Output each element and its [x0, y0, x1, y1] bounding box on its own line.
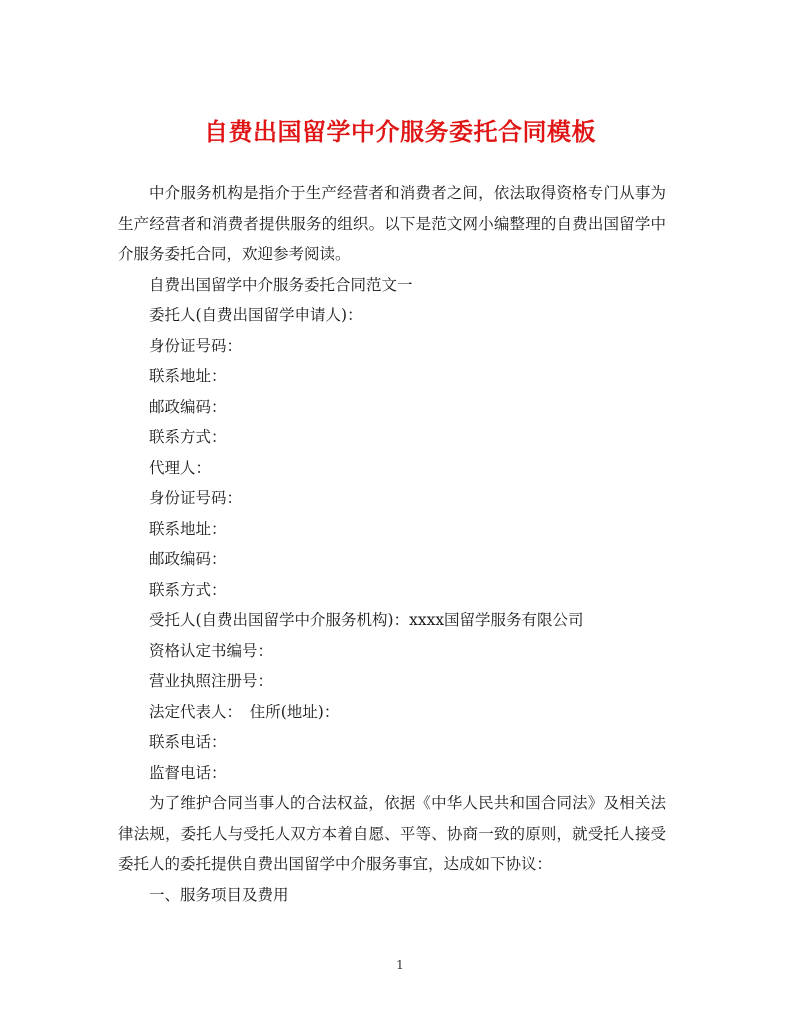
principal-contact-line: 联系方式： — [149, 428, 227, 446]
page-number: 1 — [396, 958, 404, 972]
agent-id-line: 身份证号码： — [149, 489, 243, 507]
agent-line: 代理人： — [149, 458, 212, 477]
business-license-line: 营业执照注册号： — [149, 672, 274, 690]
principal-line: 委托人(自费出国留学申请人)： — [149, 306, 363, 324]
principal-postcode-line: 邮政编码： — [149, 397, 227, 416]
phone-line: 联系电话： — [149, 733, 227, 751]
trustee-line: 受托人(自费出国留学中介服务机构)：xxxx国留学服务有限公司 — [149, 611, 584, 629]
legal-representative-line: 法定代表人： 住所(地址)： — [149, 702, 340, 721]
section-heading: 一、服务项目及费用 — [149, 885, 289, 904]
document-title: 自费出国留学中介服务委托合同模板 — [204, 117, 596, 146]
agreement-paragraph: 为了维护合同当事人的合法权益，依据《中华人民共和国合同法》及相关法律法规，委托人与受托人双方本着自愿、平等、协商一致的原则，就受托人接受委托人的委托提供自费出国留学中介服务事宜，达成如下协议： — [118, 794, 666, 873]
agent-address-line: 联系地址： — [149, 519, 227, 538]
contract-heading-line: 自费出国留学中介服务委托合同范文一 — [149, 275, 413, 294]
principal-id-line: 身份证号码： — [149, 336, 243, 355]
agent-contact-line: 联系方式： — [149, 580, 227, 599]
agent-postcode-line: 邮政编码： — [149, 550, 227, 568]
principal-address-line: 联系地址： — [149, 367, 227, 385]
intro-paragraph: 中介服务机构是指介于生产经营者和消费者之间，依法取得资格专门从事为生产经营者和消费者提供服务的组织。以下是范文网小编整理的自费出国留学中介服务委托合同，欢迎参考阅读。 — [118, 184, 666, 263]
certificate-number-line: 资格认定书编号： — [149, 641, 274, 660]
supervision-phone-line: 监督电话： — [149, 763, 227, 782]
document-body — [118, 178, 666, 910]
